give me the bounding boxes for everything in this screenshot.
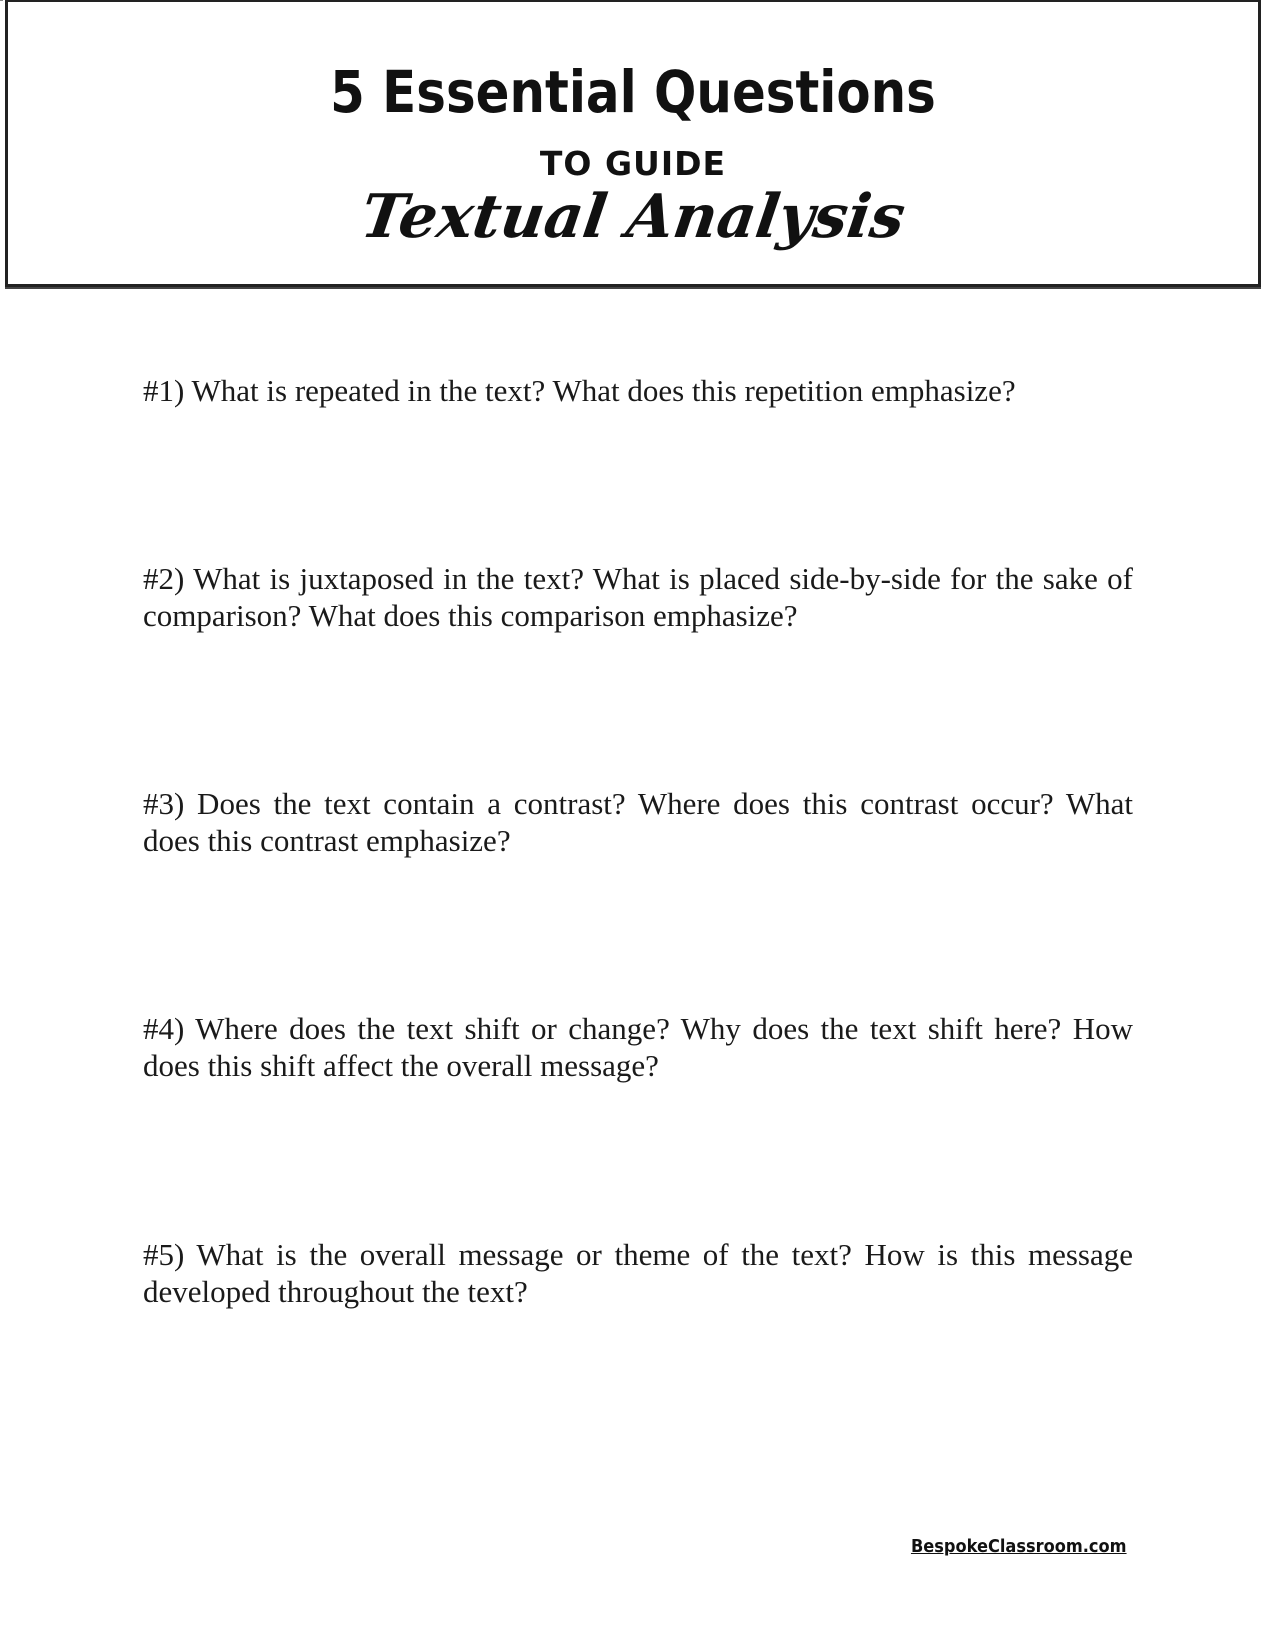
title-banner [5, 0, 1261, 287]
page-title: 5 Essential Questions [330, 58, 936, 126]
page-subtitle: TO GUIDE [539, 144, 727, 183]
question-1: #1) What is repeated in the text? What does this repetition emphasize? [143, 373, 1016, 408]
page-title-script: Textual Analysis [356, 182, 910, 252]
footer-site-link[interactable]: BespokeClassroom.com [911, 1536, 1127, 1557]
question-5: #5) What is the overall message or theme of the text? How is this message developed throughout the text? [143, 1237, 1133, 1309]
question-2: #2) What is juxtaposed in the text? What is placed side-by-side for the sake of comparison? What does this comparison emphasize? [143, 561, 1133, 633]
question-3: #3) Does the text contain a contrast? Where does this contrast occur? What does this contrast emphasize? [143, 786, 1133, 858]
question-4: #4) Where does the text shift or change? Why does the text shift here? How does this shift affect the overall message? [143, 1011, 1133, 1083]
